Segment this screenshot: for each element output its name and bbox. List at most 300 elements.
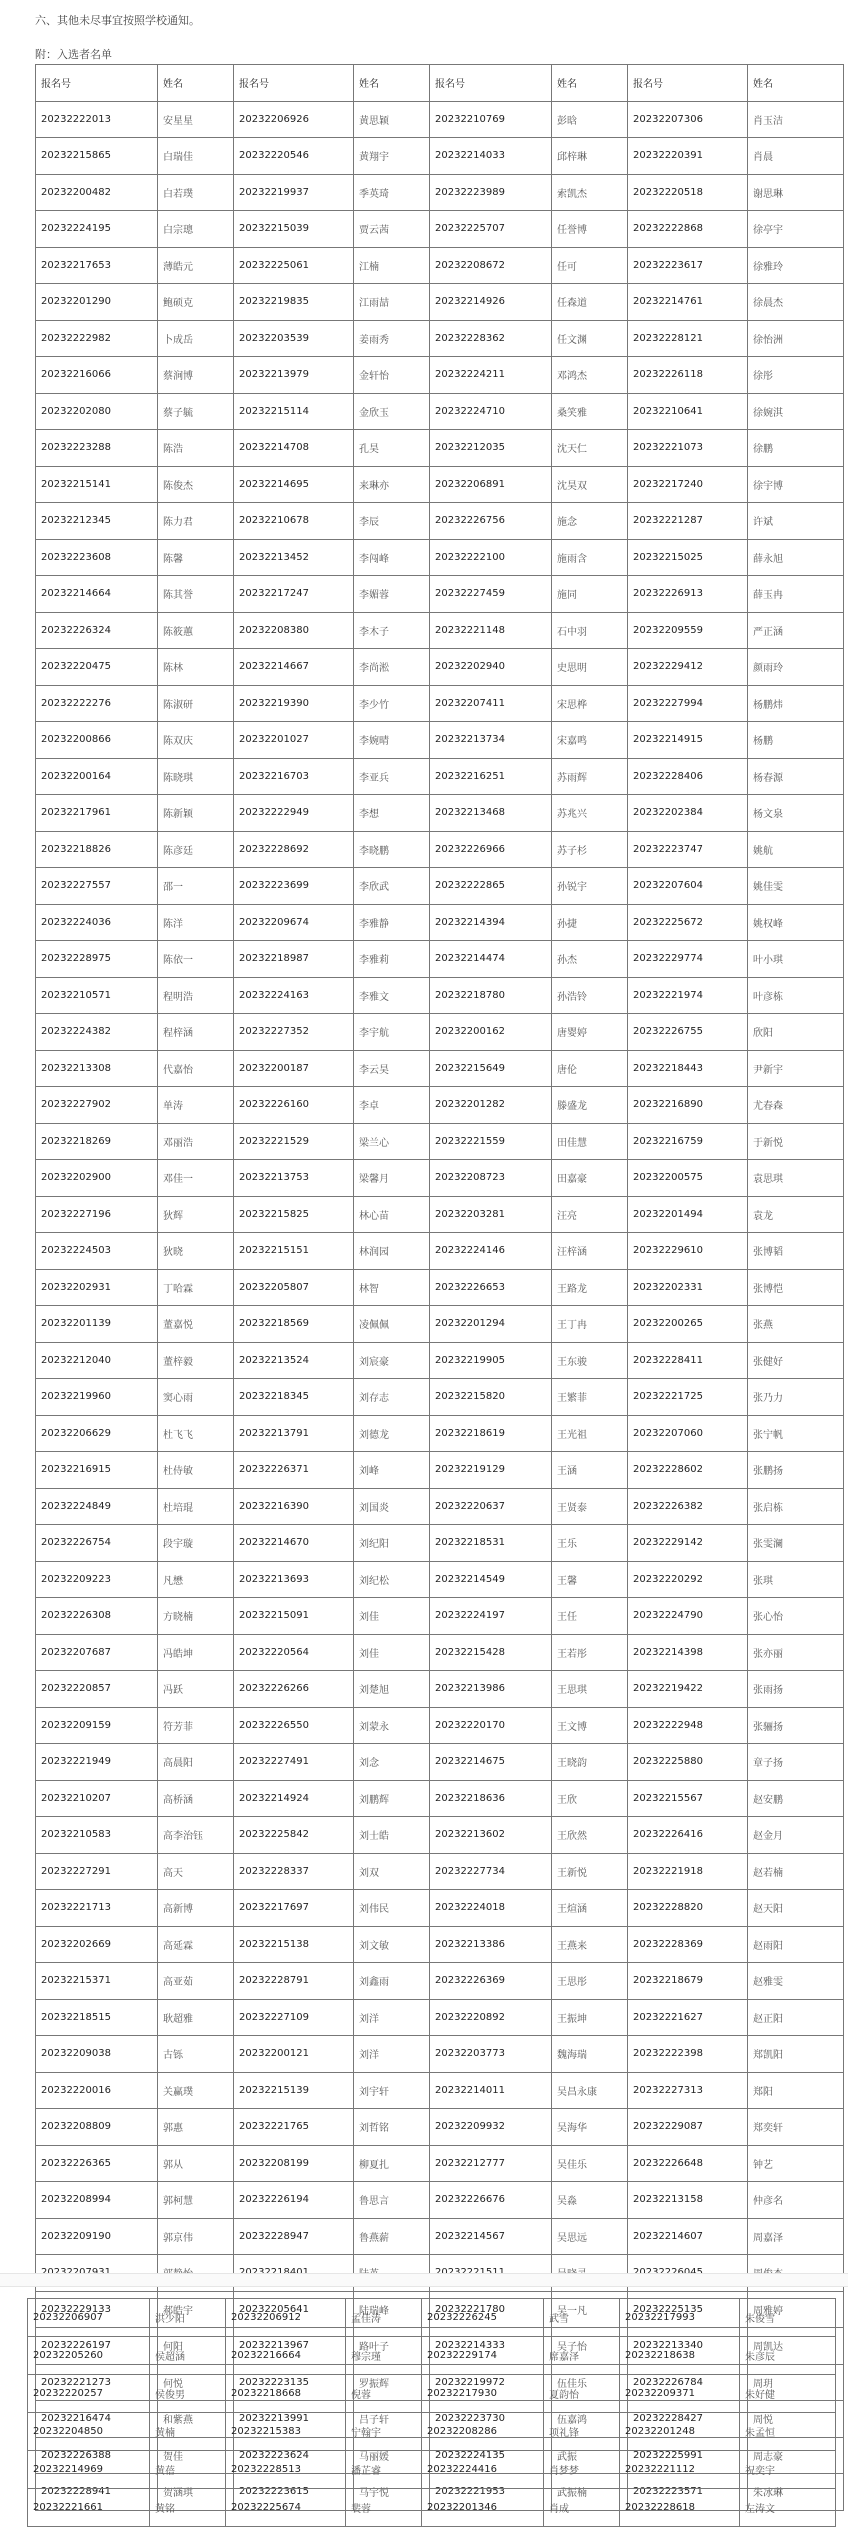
candidate-name: 吴一凡 (552, 2291, 628, 2328)
registration-number: 20232206926 (234, 101, 354, 138)
registration-number: 20232203539 (234, 320, 354, 357)
candidate-name: 林心苗 (354, 1196, 430, 1233)
registration-number: 20232215428 (430, 1634, 552, 1671)
registration-number: 20232228941 (36, 2474, 158, 2511)
candidate-name: 金欣玉 (354, 393, 430, 430)
registration-number: 20232207411 (430, 685, 552, 722)
candidate-name: 施念 (552, 503, 628, 540)
registration-number: 20232218515 (36, 1999, 158, 2036)
registration-number: 20232202669 (36, 1926, 158, 1963)
registration-number: 20232228513 (226, 2451, 346, 2489)
candidate-name: 吴思远 (552, 2218, 628, 2255)
candidate-name: 尤春森 (748, 1087, 844, 1124)
candidate-name: 梁兰心 (354, 1123, 430, 1160)
registration-number: 20232209932 (430, 2109, 552, 2146)
table-body-continued (28, 2299, 836, 2527)
candidate-name: 侯超涵 (150, 2337, 226, 2375)
candidate-name: 王涵 (552, 1452, 628, 1489)
candidate-name: 朱冰琳 (748, 2474, 844, 2511)
registration-number: 20232223747 (628, 831, 748, 868)
candidate-name: 何阳 (158, 2328, 234, 2365)
registration-number: 20232226118 (628, 357, 748, 394)
registration-number: 20232210583 (36, 1817, 158, 1854)
candidate-name: 狄辉 (158, 1196, 234, 1233)
candidate-name: 吴佳乐 (552, 2145, 628, 2182)
candidate-name: 孟佳涛 (346, 2299, 422, 2337)
registration-number: 20232222865 (430, 868, 552, 905)
candidate-name: 江雨喆 (354, 284, 430, 321)
registration-number: 20232221559 (430, 1123, 552, 1160)
registration-number: 20232213791 (234, 1415, 354, 1452)
registration-number: 20232213986 (430, 1671, 552, 1708)
candidate-name: 陈依一 (158, 941, 234, 978)
registration-number: 20232224211 (430, 357, 552, 394)
registration-number: 20232218619 (430, 1415, 552, 1452)
registration-number: 20232220564 (234, 1634, 354, 1671)
candidate-name: 杜培琨 (158, 1488, 234, 1525)
candidate-name: 周嘉泽 (748, 2218, 844, 2255)
registration-number: 20232209038 (36, 2036, 158, 2073)
registration-number: 20232205807 (234, 1269, 354, 1306)
candidate-name: 郑阳 (748, 2072, 844, 2109)
candidate-name: 魏海瑞 (552, 2036, 628, 2073)
registration-number: 20232228791 (234, 1963, 354, 2000)
registration-number: 20232218638 (620, 2337, 740, 2375)
registration-number: 20232216703 (234, 758, 354, 795)
candidate-name: 夏韵怡 (544, 2375, 620, 2413)
candidate-name: 朱孟恒 (740, 2413, 836, 2451)
table-row (36, 539, 844, 576)
candidate-name: 刘德龙 (354, 1415, 430, 1452)
registration-number: 20232206907 (28, 2299, 150, 2337)
table-row (36, 2218, 844, 2255)
registration-number: 20232225674 (226, 2489, 346, 2527)
candidate-name: 徐彤 (748, 357, 844, 394)
registration-number: 20232227734 (430, 1853, 552, 1890)
registration-number: 20232213693 (234, 1561, 354, 1598)
candidate-name: 路叶子 (354, 2328, 430, 2365)
registration-number: 20232202331 (628, 1269, 748, 1306)
candidate-name: 杨鹏 (748, 722, 844, 759)
registration-number: 20232200866 (36, 722, 158, 759)
registration-number: 20232224135 (430, 2437, 552, 2474)
table-row (36, 503, 844, 540)
registration-number: 20232215114 (234, 393, 354, 430)
registration-number: 20232213158 (628, 2182, 748, 2219)
registration-number: 20232218668 (226, 2375, 346, 2413)
candidate-name: 唐婴婷 (552, 1014, 628, 1051)
candidate-name: 林润园 (354, 1233, 430, 1270)
candidate-name: 孙锐宇 (552, 868, 628, 905)
candidate-name: 洪少阳 (150, 2299, 226, 2337)
registration-number: 20232223617 (628, 247, 748, 284)
candidate-name: 陈林 (158, 649, 234, 686)
table-row (36, 101, 844, 138)
registration-number: 20232227491 (234, 1744, 354, 1781)
candidate-name: 谢思琳 (748, 174, 844, 211)
candidate-name: 张乃力 (748, 1379, 844, 1416)
candidate-name: 陈洋 (158, 904, 234, 941)
candidate-name: 孔昊 (354, 430, 430, 467)
registration-number: 20232208809 (36, 2109, 158, 2146)
registration-number: 20232223608 (36, 539, 158, 576)
candidate-name: 肖梦梦 (544, 2451, 620, 2489)
candidate-name: 代嘉怡 (158, 1050, 234, 1087)
registration-number: 20232218780 (430, 977, 552, 1014)
registration-number: 20232209223 (36, 1561, 158, 1598)
registration-number: 20232224018 (430, 1890, 552, 1927)
registration-number: 20232224195 (36, 211, 158, 248)
registration-number: 20232227557 (36, 868, 158, 905)
registration-number: 20232221918 (628, 1853, 748, 1890)
candidate-name: 王思彤 (552, 1963, 628, 2000)
candidate-name: 张健好 (748, 1342, 844, 1379)
registration-number: 20232223624 (234, 2437, 354, 2474)
candidate-name: 倪蓉 (346, 2375, 422, 2413)
registration-number: 20232219972 (430, 2364, 552, 2401)
registration-number: 20232223288 (36, 430, 158, 467)
candidate-name: 许斌 (748, 503, 844, 540)
registration-number: 20232215820 (430, 1379, 552, 1416)
registration-number: 20232214670 (234, 1525, 354, 1562)
registration-number: 20232228362 (430, 320, 552, 357)
registration-number: 20232208672 (430, 247, 552, 284)
candidate-name: 徐宇博 (748, 466, 844, 503)
registration-number: 20232221780 (430, 2291, 552, 2328)
registration-number: 20232213308 (36, 1050, 158, 1087)
candidate-name: 徐婉淇 (748, 393, 844, 430)
table-row (36, 2036, 844, 2073)
registration-number: 20232200187 (234, 1050, 354, 1087)
registration-number: 20232220016 (36, 2072, 158, 2109)
registration-number: 20232225991 (628, 2437, 748, 2474)
table-row (36, 1379, 844, 1416)
candidate-name: 任可 (552, 247, 628, 284)
registration-number: 20232226754 (36, 1525, 158, 1562)
registration-number: 20232224197 (430, 1598, 552, 1635)
registration-number: 20232210207 (36, 1780, 158, 1817)
candidate-name: 黄楠 (150, 2413, 226, 2451)
registration-number: 20232215567 (628, 1780, 748, 1817)
table-row (36, 1087, 844, 1124)
candidate-name: 王燕来 (552, 1926, 628, 1963)
registration-number: 20232224416 (422, 2451, 544, 2489)
candidate-name: 武振楠 (552, 2474, 628, 2511)
candidate-name: 席嘉泽 (544, 2337, 620, 2375)
registration-number: 20232201139 (36, 1306, 158, 1343)
registration-number: 20232215141 (36, 466, 158, 503)
registration-number: 20232220475 (36, 649, 158, 686)
candidate-name: 陆瑞峰 (354, 2291, 430, 2328)
candidate-name: 武雪 (544, 2299, 620, 2337)
candidate-name: 赵雨阳 (748, 1926, 844, 1963)
registration-number: 20232225880 (628, 1744, 748, 1781)
candidate-name: 薛玉冉 (748, 576, 844, 613)
table-row (36, 1525, 844, 1562)
registration-number: 20232215039 (234, 211, 354, 248)
registration-number: 20232215139 (234, 2072, 354, 2109)
registration-number: 20232221112 (620, 2451, 740, 2489)
candidate-name: 肖晨 (748, 138, 844, 175)
registration-number: 20232227994 (628, 685, 748, 722)
candidate-name: 赵安鹏 (748, 1780, 844, 1817)
candidate-name: 马丽媛 (354, 2437, 430, 2474)
candidate-name: 穆宗瑾 (346, 2337, 422, 2375)
candidate-name: 来琳亦 (354, 466, 430, 503)
registration-number: 20232221765 (234, 2109, 354, 2146)
table-row (36, 138, 844, 175)
registration-number: 20232224790 (628, 1598, 748, 1635)
candidate-name: 尹新宇 (748, 1050, 844, 1087)
table-row (36, 1561, 844, 1598)
candidate-name: 刘佳 (354, 1634, 430, 1671)
registration-number: 20232226266 (234, 1671, 354, 1708)
candidate-name: 汪梓涵 (552, 1233, 628, 1270)
candidate-name: 蔡子毓 (158, 393, 234, 430)
registration-number: 20232229142 (628, 1525, 748, 1562)
registration-number: 20232207604 (628, 868, 748, 905)
registration-number: 20232220857 (36, 1671, 158, 1708)
registration-number: 20232215091 (234, 1598, 354, 1635)
candidate-name: 郭从 (158, 2145, 234, 2182)
candidate-name: 赵天阳 (748, 1890, 844, 1927)
registration-number: 20232209190 (36, 2218, 158, 2255)
table-row (36, 174, 844, 211)
candidate-name: 朱好健 (740, 2375, 836, 2413)
candidate-name: 高延霖 (158, 1926, 234, 1963)
table-row (36, 1926, 844, 1963)
table-row (36, 1707, 844, 1744)
registration-number: 20232213452 (234, 539, 354, 576)
registration-number: 20232228975 (36, 941, 158, 978)
registration-number: 20232226756 (430, 503, 552, 540)
candidate-name: 姜雨秀 (354, 320, 430, 357)
candidate-name: 苏兆兴 (552, 795, 628, 832)
table-row (36, 685, 844, 722)
candidate-name: 王欣然 (552, 1817, 628, 1854)
registration-number: 20232215383 (226, 2413, 346, 2451)
registration-number: 20232214664 (36, 576, 158, 613)
table-row (36, 1890, 844, 1927)
column-header-name: 姓名 (158, 65, 234, 102)
candidate-name: 田嘉豪 (552, 1160, 628, 1197)
candidate-name: 刘宇轩 (354, 2072, 430, 2109)
registration-number: 20232226245 (422, 2299, 544, 2337)
column-header-name: 姓名 (552, 65, 628, 102)
registration-number: 20232202940 (430, 649, 552, 686)
registration-number: 20232218987 (234, 941, 354, 978)
candidate-name: 黄思颖 (354, 101, 430, 138)
registration-number: 20232217930 (422, 2375, 544, 2413)
table-row (36, 2109, 844, 2146)
candidate-name: 朱俊雪 (740, 2299, 836, 2337)
candidate-name: 任森道 (552, 284, 628, 321)
registration-number: 20232226913 (628, 576, 748, 613)
table-row (36, 1342, 844, 1379)
candidate-name: 王路龙 (552, 1269, 628, 1306)
candidate-name: 和紫燕 (158, 2401, 234, 2438)
registration-number: 20232212345 (36, 503, 158, 540)
candidate-name: 杨鹏炜 (748, 685, 844, 722)
candidate-name: 白瑞佳 (158, 138, 234, 175)
table-row (36, 1014, 844, 1051)
registration-number: 20232224849 (36, 1488, 158, 1525)
registration-number: 20232208286 (422, 2413, 544, 2451)
candidate-name: 刘蒙永 (354, 1707, 430, 1744)
registration-number: 20232214549 (430, 1561, 552, 1598)
candidate-name: 黄铭 (150, 2489, 226, 2527)
candidate-name: 邓佳一 (158, 1160, 234, 1197)
registration-number: 20232226648 (628, 2145, 748, 2182)
candidate-name: 王东骏 (552, 1342, 628, 1379)
candidate-name: 武振 (552, 2437, 628, 2474)
candidate-name: 于新悦 (748, 1123, 844, 1160)
candidate-name: 袁龙 (748, 1196, 844, 1233)
registration-number: 20232214667 (234, 649, 354, 686)
registration-number: 20232209159 (36, 1707, 158, 1744)
registration-number: 20232228411 (628, 1342, 748, 1379)
registration-number: 20232214567 (430, 2218, 552, 2255)
candidate-name: 高新博 (158, 1890, 234, 1927)
registration-number: 20232209674 (234, 904, 354, 941)
candidate-name: 邓鸿杰 (552, 357, 628, 394)
table-row (28, 2413, 836, 2451)
table-row (36, 977, 844, 1014)
candidate-name: 薛永旭 (748, 539, 844, 576)
registration-number: 20232200164 (36, 758, 158, 795)
candidate-name: 高天 (158, 1853, 234, 1890)
registration-number: 20232227352 (234, 1014, 354, 1051)
candidate-name: 王馨 (552, 1561, 628, 1598)
candidate-name: 白若璞 (158, 174, 234, 211)
candidate-name: 裴蓉 (346, 2489, 422, 2527)
registration-number: 20232215649 (430, 1050, 552, 1087)
table-row (36, 758, 844, 795)
registration-number: 20232229774 (628, 941, 748, 978)
candidate-name: 张燕 (748, 1306, 844, 1343)
candidate-name: 王新悦 (552, 1853, 628, 1890)
registration-number: 20232222276 (36, 685, 158, 722)
registration-number: 20232214398 (628, 1634, 748, 1671)
candidate-name: 王繁菲 (552, 1379, 628, 1416)
table-row (36, 1160, 844, 1197)
candidate-name: 杜侍敏 (158, 1452, 234, 1489)
registration-number: 20232224710 (430, 393, 552, 430)
candidate-name: 薄皓元 (158, 247, 234, 284)
registration-number: 20232210678 (234, 503, 354, 540)
candidate-name: 肖玉洁 (748, 101, 844, 138)
registration-number: 20232224503 (36, 1233, 158, 1270)
candidate-name: 赵金月 (748, 1817, 844, 1854)
candidate-name: 李云昊 (354, 1050, 430, 1087)
table-row (36, 430, 844, 467)
registration-number: 20232201494 (628, 1196, 748, 1233)
registration-number: 20232205641 (234, 2291, 354, 2328)
column-header-id: 报名号 (430, 65, 552, 102)
registration-number: 20232216664 (226, 2337, 346, 2375)
candidate-name: 伍佳乐 (552, 2364, 628, 2401)
candidate-name: 宋嘉鸣 (552, 722, 628, 759)
candidate-name: 伍嘉鸿 (552, 2401, 628, 2438)
registration-number: 20232228602 (628, 1452, 748, 1489)
registration-number: 20232220892 (430, 1999, 552, 2036)
registration-number: 20232223730 (430, 2401, 552, 2438)
registration-number: 20232216066 (36, 357, 158, 394)
candidate-name: 吴昌永康 (552, 2072, 628, 2109)
registration-number: 20232226416 (628, 1817, 748, 1854)
candidate-name: 苏子杉 (552, 831, 628, 868)
table-row (36, 393, 844, 430)
candidate-name: 郑凯阳 (748, 2036, 844, 2073)
registration-number: 20232215825 (234, 1196, 354, 1233)
registration-number: 20232216915 (36, 1452, 158, 1489)
candidate-name: 徐怡洲 (748, 320, 844, 357)
registration-number: 20232229412 (628, 649, 748, 686)
candidate-name: 吕子轩 (354, 2401, 430, 2438)
registration-number: 20232208994 (36, 2182, 158, 2219)
registration-number: 20232213967 (234, 2328, 354, 2365)
candidate-name: 蔡涧博 (158, 357, 234, 394)
candidate-name: 窦心雨 (158, 1379, 234, 1416)
candidate-name: 罗振辉 (354, 2364, 430, 2401)
candidate-name: 张骊扬 (748, 1707, 844, 1744)
candidate-name: 李木子 (354, 612, 430, 649)
candidate-name: 李雅静 (354, 904, 430, 941)
candidate-name: 施同 (552, 576, 628, 613)
candidate-name: 张雯澜 (748, 1525, 844, 1562)
registration-number: 20232208380 (234, 612, 354, 649)
registration-number: 20232202931 (36, 1269, 158, 1306)
registration-number: 20232200575 (628, 1160, 748, 1197)
registration-number: 20232222948 (628, 1707, 748, 1744)
table-row (36, 722, 844, 759)
registration-number: 20232201027 (234, 722, 354, 759)
candidate-name: 凡懋 (158, 1561, 234, 1598)
registration-number: 20232214695 (234, 466, 354, 503)
registration-number: 20232228369 (628, 1926, 748, 1963)
candidate-name: 杨春源 (748, 758, 844, 795)
candidate-name: 刘纪松 (354, 1561, 430, 1598)
candidate-name: 李亚兵 (354, 758, 430, 795)
candidate-name: 田佳慧 (552, 1123, 628, 1160)
registration-number: 20232216390 (234, 1488, 354, 1525)
candidate-name: 张博韬 (748, 1233, 844, 1270)
registration-number: 20232221725 (628, 1379, 748, 1416)
registration-number: 20232214708 (234, 430, 354, 467)
table-row (36, 284, 844, 321)
candidate-name: 金轩怡 (354, 357, 430, 394)
registration-number: 20232212040 (36, 1342, 158, 1379)
candidate-name: 陈力君 (158, 503, 234, 540)
candidate-name: 吴淼 (552, 2182, 628, 2219)
registration-number: 20232226160 (234, 1087, 354, 1124)
registration-number: 20232216890 (628, 1087, 748, 1124)
registration-number: 20232226308 (36, 1598, 158, 1635)
candidate-name: 徐鹏 (748, 430, 844, 467)
registration-number: 20232220257 (28, 2375, 150, 2413)
registration-number: 20232225842 (234, 1817, 354, 1854)
candidate-name: 唐伦 (552, 1050, 628, 1087)
candidate-name: 王乐 (552, 1525, 628, 1562)
candidate-name: 高李治钰 (158, 1817, 234, 1854)
registration-number: 20232214394 (430, 904, 552, 941)
registration-number: 20232216251 (430, 758, 552, 795)
candidate-name: 王晓韵 (552, 1744, 628, 1781)
table-row (36, 1269, 844, 1306)
candidate-name: 姚航 (748, 831, 844, 868)
table-row (36, 795, 844, 832)
candidate-name: 刘念 (354, 1744, 430, 1781)
